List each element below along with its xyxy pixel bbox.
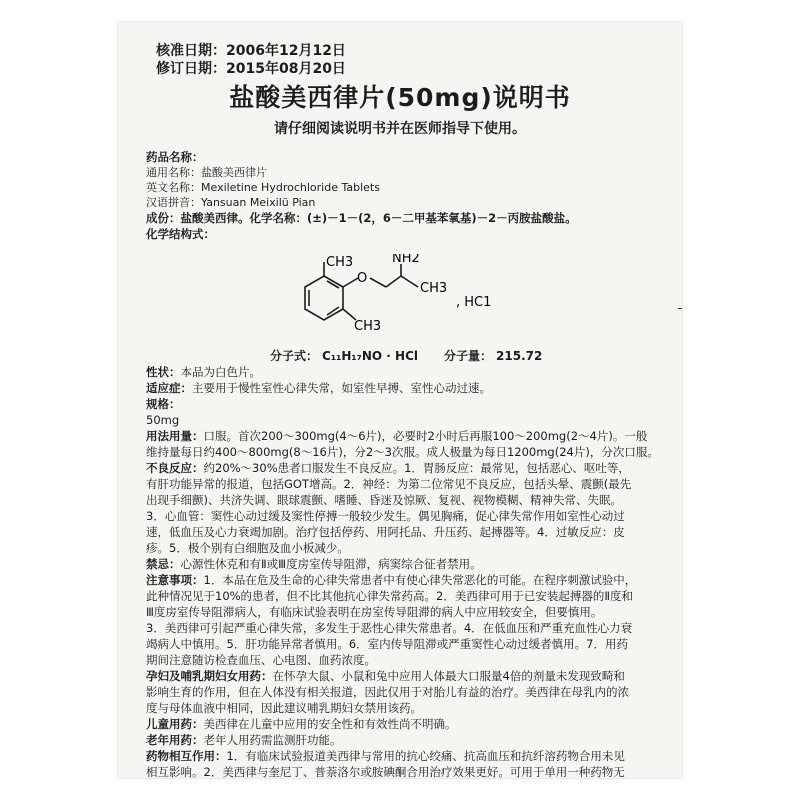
chemical-structure-diagram	[268, 254, 508, 346]
approval-date-line	[156, 42, 346, 60]
appearance-label: 性状：	[146, 365, 181, 379]
dosage-label: 用法用量：	[146, 429, 204, 443]
document-subtitle: 请仔细阅读说明书并在医师指导下使用。	[274, 121, 526, 137]
pinyin-label: 汉语拼音：	[146, 196, 201, 209]
pregnancy-label: 孕妇及哺乳期妇女用药：	[146, 669, 273, 683]
pregnancy-line: 影响生育的作用，但在人体没有相关报道，因此仅用于对胎儿有益的治疗。美西律在母乳内的浓	[146, 685, 629, 699]
revision-date: 2015年08月20日	[226, 61, 346, 77]
adverse-line: 速，低血压及心力衰竭加剧。治疗包括停药、用阿托品、升压药、起搏器等。4．过敏反应：皮	[146, 525, 625, 539]
composition-label: 成份：	[146, 211, 181, 225]
amine-label: NH2	[392, 254, 420, 266]
leaflet-sheet	[118, 22, 682, 778]
oxygen-label: O	[357, 271, 368, 286]
adverse-line: 有肝功能异常的报道，包括GOT增高。2．神经：为第二位常见不良反应，包括头晕、震颤(最先	[146, 477, 632, 491]
edge-tick	[678, 308, 682, 309]
contraindication-label: 禁忌：	[146, 557, 181, 571]
mw-label: 分子量：	[444, 349, 493, 363]
methyl-right-label: CH3	[420, 281, 448, 296]
dosage-line: 口服。首次200～300mg(4～6片)，必要时2小时后再服100～200mg(2～4片)。一般	[203, 429, 648, 443]
adverse-line: 出现手细颤)、共济失调、眼球震颤、嗜睡、昏迷及惊厥、复视、视物模糊、精神失常、失眠。	[146, 493, 622, 507]
pediatric-label: 儿童用药：	[146, 717, 204, 731]
elderly-label: 老年用药：	[146, 733, 204, 747]
mw-value: 215.72	[496, 349, 543, 363]
document-title: 盐酸美西律片(50mg)说明书	[229, 83, 571, 112]
adverse-line: 疹。5．极个别有白细胞及血小板减少。	[146, 541, 349, 555]
adverse-line: 约20%～30%患者口服发生不良反应。1．胃肠反应：最常见，包括恶心、呕吐等，	[203, 461, 630, 475]
leaflet-body	[146, 364, 674, 778]
pediatric-value: 美西律在儿童中应用的安全性和有效性尚不明确。	[203, 717, 457, 731]
contraindication-value: 心源性休克和有Ⅱ或Ⅲ度房室传导阻滞，病窦综合征者禁用。	[180, 557, 482, 571]
indication-value: 主要用于慢性室性心律失常，如室性早搏、室性心动过速。	[192, 381, 491, 395]
generic-name-value: 盐酸美西律片	[201, 166, 267, 179]
adverse-label: 不良反应：	[146, 461, 204, 475]
precautions-line: 此种情况见于10%的患者，但不比其他抗心律失常药高。2．美西律可用于已安装起搏器的Ⅱ度和	[146, 589, 634, 603]
precautions-line: 竭病人中慎用。5．肝功能异常者慎用。6．室内传导阻滞或严重窦性心动过缓者慎用。7．用药	[146, 637, 628, 651]
spec-label: 规格：	[146, 397, 181, 411]
approval-label: 核准日期：	[156, 43, 226, 59]
salt-label: , HC1	[456, 295, 492, 310]
precautions-line: Ⅲ度房室传导阻滞病人，有临床试验表明在房室传导阻滞的病人中应用较安全，但要慎用。	[146, 605, 603, 619]
revision-label: 修订日期：	[156, 61, 226, 77]
drug-name-label: 药品名称：	[146, 150, 204, 164]
english-name-label: 英文名称：	[146, 181, 201, 194]
pinyin-value: Yansuan Meixilü Pian	[201, 196, 316, 209]
methyl-bottom-label: CH3	[354, 319, 382, 334]
indication-label: 适应症：	[146, 381, 192, 395]
english-name-value: Mexiletine Hydrochloride Tablets	[201, 181, 380, 194]
formula-value: C₁₁H₁₇NO · HCl	[322, 349, 419, 363]
precautions-line: 3．美西律可引起严重心律失常，多发生于恶性心律失常患者。4．在低血压和严重充血性心力衰	[146, 621, 633, 635]
spec-value: 50mg	[146, 413, 180, 427]
formula-label: 分子式：	[270, 349, 319, 363]
precautions-line: 1．本品在危及生命的心律失常患者中有使心律失常恶化的可能。在程序刺激试验中，	[203, 573, 637, 587]
pregnancy-line: 度与母体血液中相同，因此建议哺乳期妇女禁用该药。	[146, 701, 422, 715]
revision-date-line	[156, 60, 346, 78]
pregnancy-line: 在怀孕大鼠、小鼠和兔中应用人体最大口服量4倍的剂量未发现致畸和	[272, 669, 625, 683]
precautions-label: 注意事项：	[146, 573, 204, 587]
drug-name-block	[146, 150, 674, 242]
interactions-line: 相互影响。2．美西律与奎尼丁、普萘洛尔或胺碘酮合用治疗效果更好。可用于单用一种药物无	[146, 765, 625, 778]
elderly-value: 老年人用药需监测肝功能。	[203, 733, 342, 747]
interactions-line: 1．有临床试验报道美西律与常用的抗心绞痛、抗高血压和抗纤溶药物合用未见	[226, 749, 625, 763]
approval-date: 2006年12月12日	[226, 43, 346, 59]
methyl-top-label: CH3	[326, 255, 354, 270]
generic-name-label: 通用名称：	[146, 166, 201, 179]
structure-label: 化学结构式：	[146, 227, 215, 241]
precautions-line: 期间注意随访检查血压、心电图、血药浓度。	[146, 653, 376, 667]
dosage-line: 维持量每日约400～800mg(8～16片)，分2～3次服。成人极量为每日1200mg(24片)，分次口服。	[146, 445, 659, 459]
formula-line	[270, 347, 546, 364]
interactions-label: 药物相互作用：	[146, 749, 227, 763]
appearance-value: 本品为白色片。	[180, 365, 261, 379]
composition-value: 盐酸美西律。化学名称：(±)－1－(2，6－二甲基苯氧基)－2－丙胺盐酸盐。	[180, 211, 577, 225]
adverse-line: 3．心血管：窦性心动过缓及窦性停搏一般较少发生。偶见胸痛，促心律失常作用如室性心动过	[146, 509, 625, 523]
